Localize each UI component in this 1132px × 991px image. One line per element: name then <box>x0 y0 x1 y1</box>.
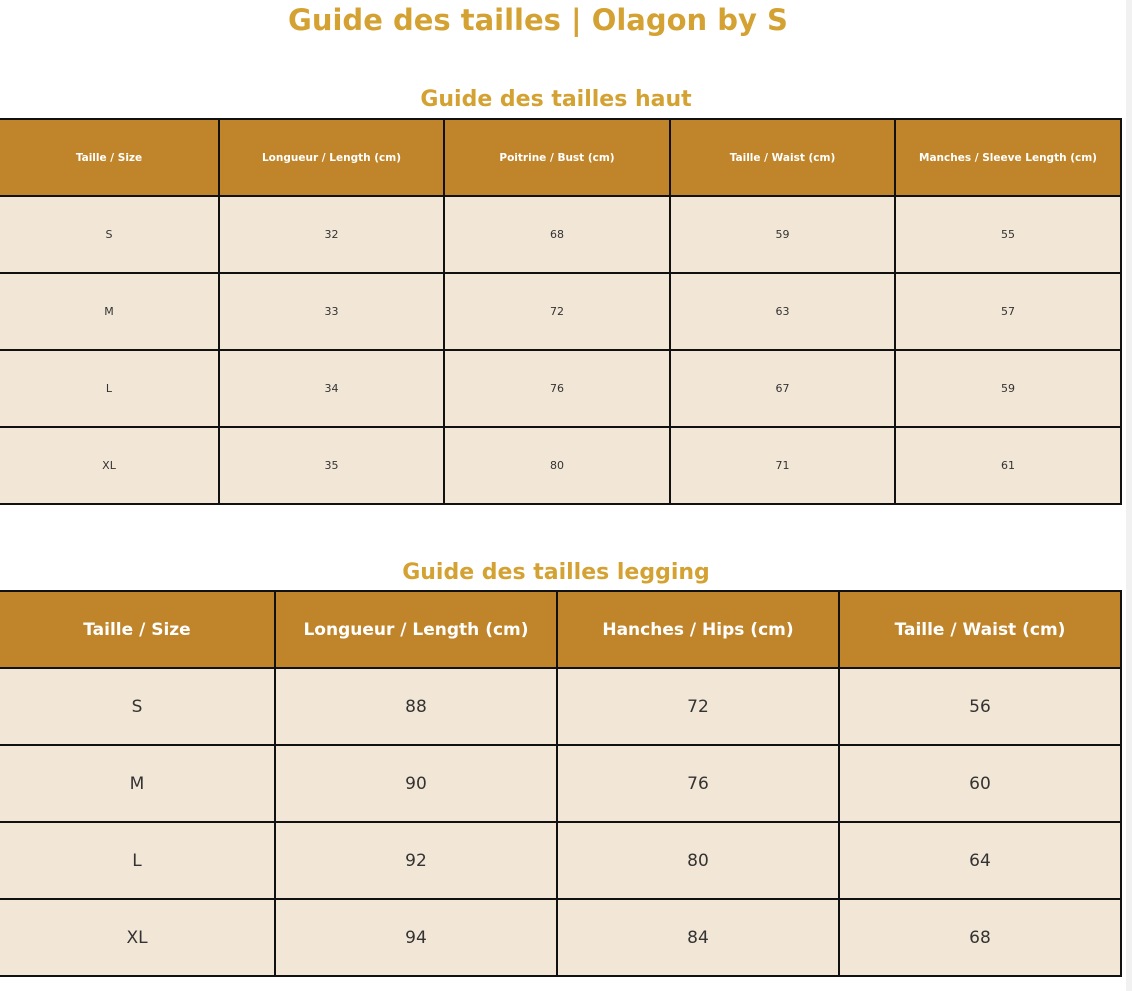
table-cell: 35 <box>219 427 444 504</box>
table-cell: 76 <box>444 350 670 427</box>
table-cell: 80 <box>557 822 839 899</box>
table-cell: 68 <box>839 899 1121 976</box>
table-cell: 76 <box>557 745 839 822</box>
table-cell: 90 <box>275 745 557 822</box>
column-header-hips: Hanches / Hips (cm) <box>557 591 839 668</box>
table-cell: 94 <box>275 899 557 976</box>
table-cell: XL <box>0 899 275 976</box>
table-cell: M <box>0 273 219 350</box>
table-cell: 63 <box>670 273 895 350</box>
table-row <box>0 822 1121 899</box>
table-cell: 71 <box>670 427 895 504</box>
table-cell: 34 <box>219 350 444 427</box>
table-cell: 84 <box>557 899 839 976</box>
column-header-length: Longueur / Length (cm) <box>219 119 444 196</box>
table-cell: 67 <box>670 350 895 427</box>
table-cell: S <box>0 668 275 745</box>
table-cell: 80 <box>444 427 670 504</box>
top-size-table <box>0 118 1122 505</box>
column-header-waist: Taille / Waist (cm) <box>839 591 1121 668</box>
scrollbar-edge <box>1126 0 1132 991</box>
column-header-size: Taille / Size <box>0 119 219 196</box>
table-cell: S <box>0 196 219 273</box>
column-header-waist: Taille / Waist (cm) <box>670 119 895 196</box>
table-header-row <box>0 591 1121 668</box>
table-cell: 64 <box>839 822 1121 899</box>
table-cell: 33 <box>219 273 444 350</box>
table-cell: 57 <box>895 273 1121 350</box>
table-cell: 72 <box>557 668 839 745</box>
table-cell: 32 <box>219 196 444 273</box>
table-cell: 59 <box>895 350 1121 427</box>
table-cell: L <box>0 350 219 427</box>
legging-guide-title: Guide des tailles legging <box>402 560 710 585</box>
column-header-sleeve: Manches / Sleeve Length (cm) <box>895 119 1121 196</box>
table-cell: XL <box>0 427 219 504</box>
table-row <box>0 745 1121 822</box>
table-cell: L <box>0 822 275 899</box>
table-header-row <box>0 119 1121 196</box>
table-cell: 92 <box>275 822 557 899</box>
table-cell: 72 <box>444 273 670 350</box>
page-title: Guide des tailles | Olagon by S <box>288 3 788 37</box>
table-row <box>0 273 1121 350</box>
column-header-length: Longueur / Length (cm) <box>275 591 557 668</box>
table-row <box>0 350 1121 427</box>
table-cell: 61 <box>895 427 1121 504</box>
column-header-size: Taille / Size <box>0 591 275 668</box>
table-cell: 55 <box>895 196 1121 273</box>
legging-size-table <box>0 590 1122 977</box>
table-row <box>0 427 1121 504</box>
table-cell: 60 <box>839 745 1121 822</box>
table-row <box>0 196 1121 273</box>
table-cell: 88 <box>275 668 557 745</box>
top-guide-title: Guide des tailles haut <box>420 87 692 112</box>
table-cell: M <box>0 745 275 822</box>
column-header-bust: Poitrine / Bust (cm) <box>444 119 670 196</box>
table-row <box>0 668 1121 745</box>
table-row <box>0 899 1121 976</box>
table-cell: 68 <box>444 196 670 273</box>
table-cell: 56 <box>839 668 1121 745</box>
table-cell: 59 <box>670 196 895 273</box>
